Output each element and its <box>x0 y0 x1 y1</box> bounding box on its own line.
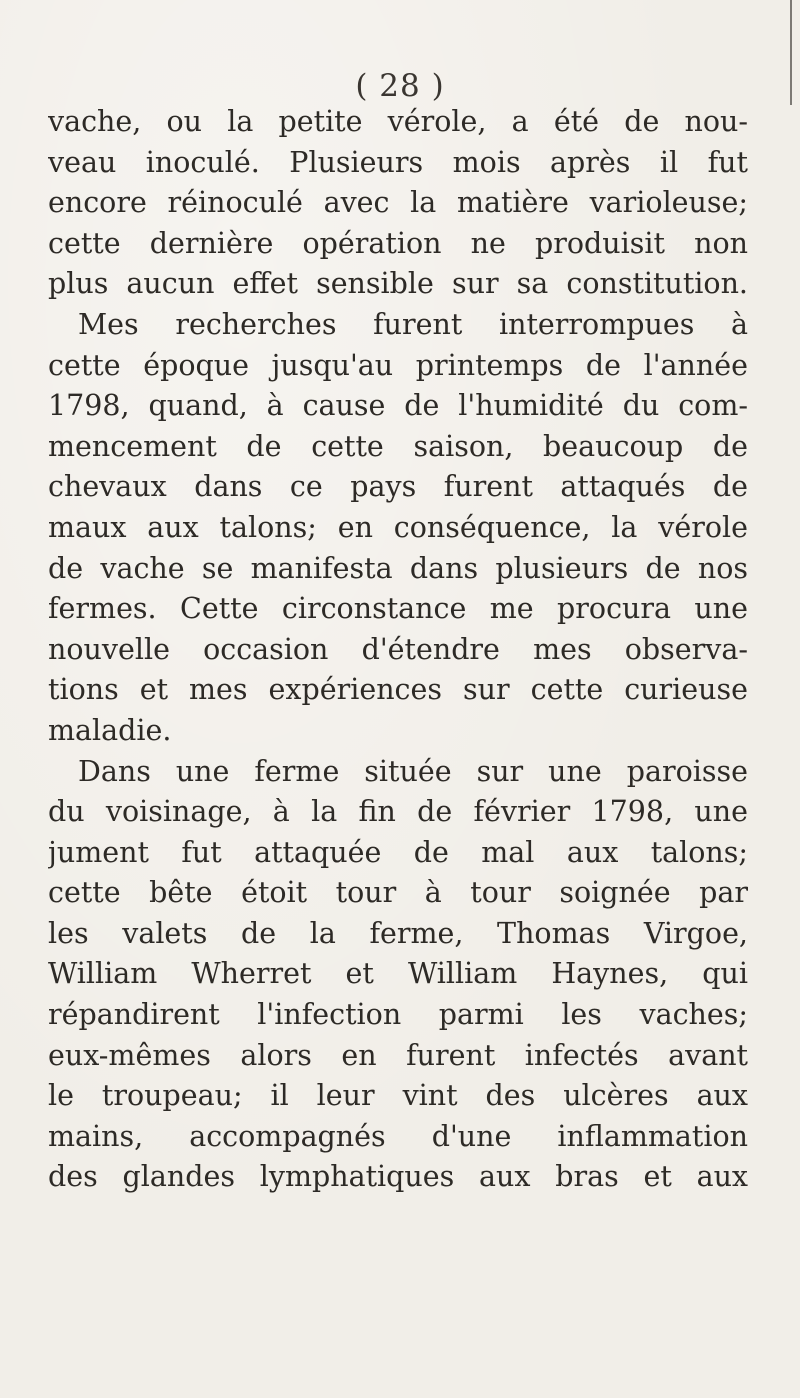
text-line: jument fut attaquée de mal aux talons; <box>48 835 748 869</box>
text-line: fermes. Cette circonstance me procura une <box>48 592 748 626</box>
text-line: du voisinage, à la fin de février 1798, une <box>48 795 748 829</box>
text-line: des glandes lymphatiques aux bras et aux <box>48 1160 748 1194</box>
text-line: nouvelle occasion d'étendre mes observa- <box>48 632 748 666</box>
text-line: le troupeau; il leur vint des ulcères aux <box>48 1079 748 1113</box>
text-line: maladie. <box>48 713 172 747</box>
text-line: mains, accompagnés d'une inflammation <box>48 1119 748 1153</box>
text-line: cette dernière opération ne produisit non <box>48 226 748 260</box>
text-line: maux aux talons; en conséquence, la vérole <box>48 510 748 544</box>
text-line: William Wherret et William Haynes, qui <box>48 957 748 991</box>
text-line: répandirent l'infection parmi les vaches; <box>48 998 748 1032</box>
text-line: les valets de la ferme, Thomas Virgoe, <box>48 916 748 950</box>
text-line: chevaux dans ce pays furent attaqués de <box>48 470 748 504</box>
text-line: Dans une ferme située sur une paroisse <box>78 754 748 788</box>
page-number: ( 28 ) <box>355 68 445 104</box>
text-line: plus aucun effet sensible sur sa constitution. <box>48 267 748 301</box>
text-line: eux-mêmes alors en furent infectés avant <box>48 1038 748 1072</box>
text-line: Mes recherches furent interrompues à <box>78 307 748 341</box>
text-line: cette bête étoit tour à tour soignée par <box>48 876 748 910</box>
text-line: 1798, quand, à cause de l'humidité du com- <box>48 389 748 423</box>
text-line: de vache se manifesta dans plusieurs de nos <box>48 551 748 585</box>
text-line: cette époque jusqu'au printemps de l'année <box>48 348 748 382</box>
text-line: vache, ou la petite vérole, a été de nou- <box>48 105 748 138</box>
text-line: veau inoculé. Plusieurs mois après il fut <box>48 145 748 179</box>
text-line: mencement de cette saison, beaucoup de <box>48 429 748 463</box>
text-line: tions et mes expériences sur cette curieuse <box>48 673 748 707</box>
body-text <box>48 102 748 1198</box>
text-line: encore réinoculé avec la matière varioleuse; <box>48 186 748 220</box>
